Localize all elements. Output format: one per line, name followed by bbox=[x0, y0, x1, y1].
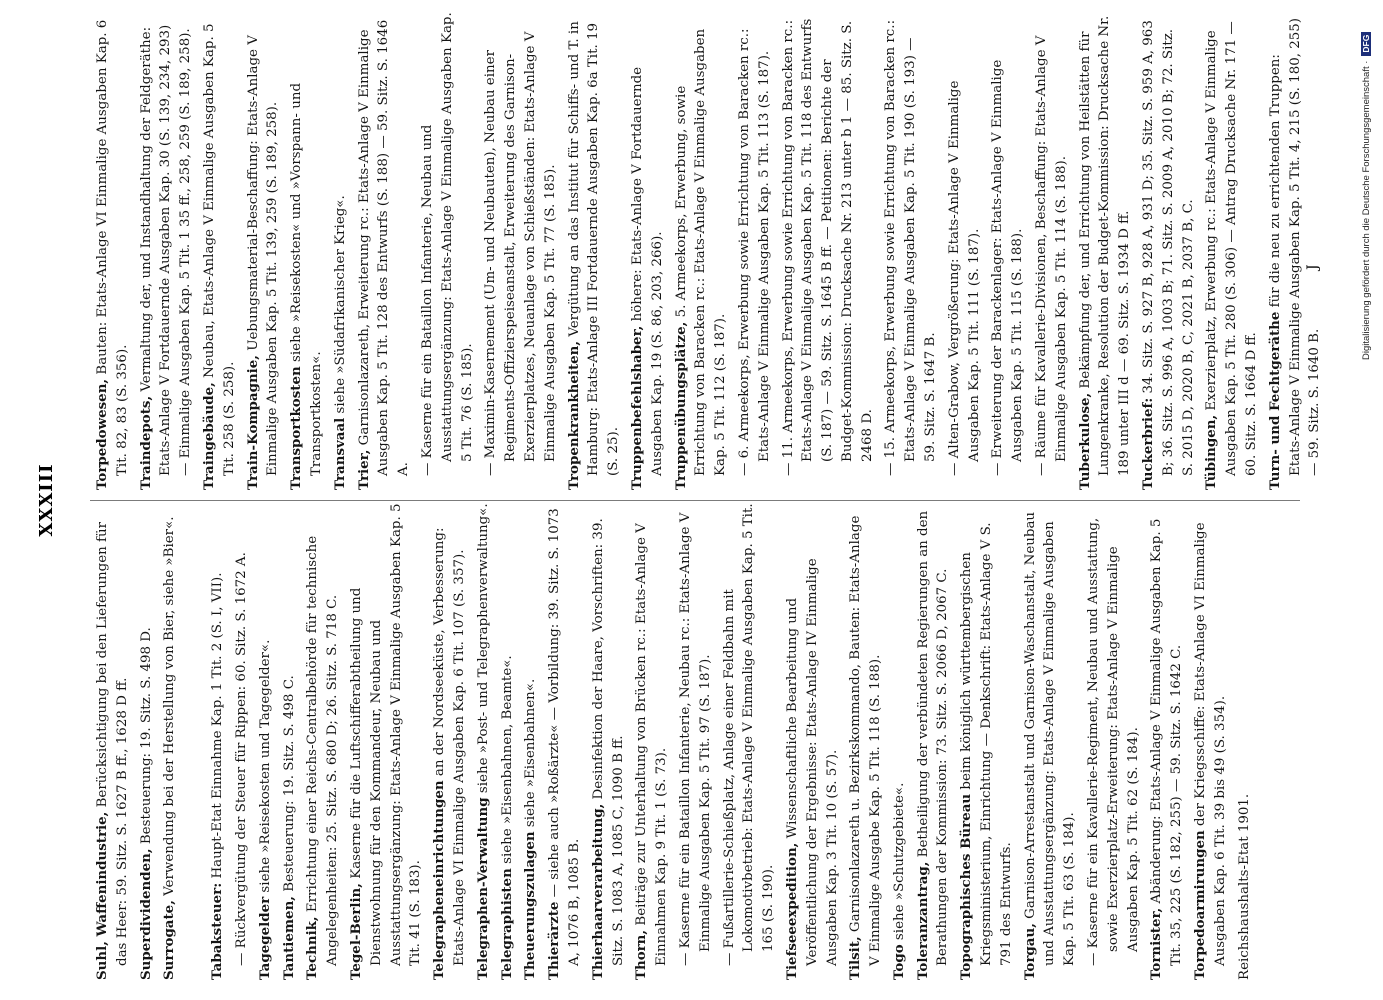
entry-keyword: Traindepots, bbox=[137, 395, 154, 490]
entry-keyword: Telegraphisten bbox=[498, 868, 515, 980]
entry-text: — siehe auch »Roßärzte« — Vorbildung: 39. Sitz. S. 1073 A, 1076 B, 1085 B. bbox=[547, 508, 582, 966]
entry-keyword: Surrogate, bbox=[161, 900, 178, 980]
entry-keyword: Torgau, bbox=[1021, 923, 1038, 980]
entry-text: 11. Armeekorps, Erwerbung sowie Errichtung von Baracken rc.: Etats-Anlage V Einmalige Ausgaben Kap. 5 Tit. 118 des Entwurfs (S. 187) — 59. Sitz. S. 1645 B ff. — Petitionen: Berichte der Budget-Kommission: Drucksache Nr. 213 unter b 1 — 85. Sitz. S. 2468 D. bbox=[780, 18, 875, 462]
entry-keyword: Technik, bbox=[304, 916, 321, 980]
entry-keyword: Traingebäude, bbox=[200, 382, 217, 490]
entry-text: Vermaltung der, und Instandhaltung der Feldgeräthe: Etats-Anlage V Fortdauernde Ausgaben Kap. 30 (S. 139, 234, 293) — Einmalige Ausgaben Kap. 5 Tit. 1 35 ff., 258, 259 (S. 189, 258). bbox=[138, 24, 194, 476]
entry-text: 6. Armeekorps, Erwerbung sowie Errichtung von Baracken rc.: Etats-Anlage V Einmalige Ausgaben Kap. 5 Tit. 113 (S. 187). bbox=[736, 28, 772, 462]
entry-keyword: Thierärzte bbox=[546, 901, 563, 980]
entry-text: 15. Armeekorps, Erwerbung sowie Errichtung von Baracken rc.: Etats-Anlage V Einmalige Ausgaben Kap. 5 Tit. 190 (S. 193) — 59. Sitz. S. 1647 B. bbox=[883, 19, 939, 462]
index-entry bbox=[430, 502, 470, 980]
index-subentry bbox=[779, 12, 878, 490]
index-entry bbox=[914, 502, 954, 980]
index-entry bbox=[303, 502, 343, 980]
entry-keyword: Thierhaarverarbeitung, bbox=[589, 803, 606, 980]
entry-keyword: Telegraphen-Verwaltung bbox=[474, 797, 491, 980]
entry-keyword: Tuberkulose, bbox=[1076, 392, 1093, 490]
entry-keyword: Tiefseeexpedition, bbox=[783, 842, 800, 980]
dfg-logo: DFG bbox=[1361, 32, 1371, 56]
entry-text: Kaserne für ein Kavallerie-Regiment, Neubau und Ausstattung, sowie Exerzierplatz-Erweiterung: Etats-Anlage V Einmalige Ausgaben Kap. 5 Tit. 62 (S. 184). bbox=[1086, 517, 1141, 952]
index-entry bbox=[545, 502, 585, 980]
index-entry bbox=[93, 502, 133, 980]
entry-text: Abänderung: Etats-Anlage V Einmalige Ausgaben Kap. 5 Tit. 35, 225 (S. 182, 255) — 59. Sitz. S. 1642 C. bbox=[1149, 518, 1185, 966]
index-subentry bbox=[988, 12, 1028, 490]
entry-text: Bekämpfung der, und Errichtung von Heilstätten für Lungenkranke, Resolution der Budget-Kommission: Drucksache Nr. 189 unter III d — 69. Sitz. S. 1934 D ff. bbox=[1077, 15, 1133, 476]
entry-keyword: Torpedoarmirungen bbox=[1192, 830, 1209, 980]
entry-keyword: Telegrapheneinrichtungen bbox=[431, 780, 448, 980]
entry-keyword: Tropenkrankheiten, bbox=[565, 340, 582, 490]
entry-text: Erweiterung der Barackenlager: Etats-Anlage V Einmalige Ausgaben Kap. 5 Tit. 115 (S. 188). bbox=[990, 59, 1026, 462]
entry-keyword: Toleranzantrag, bbox=[914, 861, 931, 980]
entry-text: 34. Sitz. S. 927 B, 928 A, 931 D; 35. Sitz. S. 959 A, 963 B; 36. Sitz. S. 996 A, 1003 B; 71. Sitz. S. 2009 A, 2010 B; 72. Sitz. S. 2015 D, 2020 B, C, 2021 B, 2037 B, C. bbox=[1141, 20, 1196, 476]
credit-text: Digitalisierung gefördert durch die Deutsche Forschungsgemeinschaft · bbox=[1361, 60, 1372, 360]
entry-text: Garnisonlazareth u. Bezirkskommando, Bauten: Etats-Anlage V Einmalige Ausgabe Kap. 5 Tit. 118 (S. 188). bbox=[848, 515, 884, 966]
entry-text: Verwendung bei der Herstellung von Bier, siehe »Bier«. bbox=[162, 516, 178, 901]
entry-text: siehe »Eisenbahnen«. bbox=[523, 678, 539, 832]
index-entry bbox=[160, 502, 180, 980]
index-entry bbox=[208, 502, 228, 980]
index-subentry bbox=[676, 502, 716, 980]
entry-keyword: Tabaksteuer: bbox=[209, 882, 226, 980]
entry-text: Fußartillerie-Schießplatz, Anlage einer Feldbahn mit Lokomotivbetrieb: Etats-Anlage V Einmalige Ausgaben Kap. 5 Tit. 165 (S. 190). bbox=[721, 503, 777, 952]
entry-text: Errichtung einer Reichs-Centralbehörde für technische Angelegenheiten: 25. Sitz. S. 680 D; 26. Sitz. S. 718 C. bbox=[305, 535, 341, 966]
index-entry bbox=[957, 502, 1016, 980]
entry-text: Kaserne für die Luftschifferabtheilung und Dienstwohnung für den Kommandeur, Neubau und Ausstattungsergänzung: Etats-Anlage V Einmalige Ausgaben Kap. 5 Tit. 41 (S. 183). bbox=[348, 503, 424, 966]
entry-text: Betheiligung der verbündeten Regierungen an den Berathungen der Kommission: 73. Sitz. S. 2066 D, 2067 C. bbox=[915, 510, 951, 966]
index-entry bbox=[846, 502, 886, 980]
index-entry bbox=[244, 12, 284, 490]
entry-text: siehe »Post- und Telegraphenverwaltung«. bbox=[475, 503, 491, 798]
entry-keyword: Transvaal bbox=[331, 417, 348, 490]
entry-keyword: Tantiemen, bbox=[280, 896, 297, 980]
entry-text: für die neu zu errichtenden Truppen: Etats-Anlage V Einmalige Ausgaben Kap. 5 Tit. 4, 215 (S. 180, 255) — 59. Sitz. S. 1640 B. bbox=[1267, 17, 1323, 476]
index-entry bbox=[1191, 502, 1231, 980]
entry-keyword: Thorn, bbox=[633, 929, 650, 980]
entry-text: Neubau, Etats-Anlage V Einmalige Ausgaben Kap. 5 Tit. 258 (S. 258). bbox=[201, 23, 237, 476]
right-column bbox=[93, 12, 1329, 490]
entry-text: beim königlich württembergischen Kriegsministerium, Einrichtung — Denkschrift: Etats-Anlage V S. 791 des Entwurfs. bbox=[959, 522, 1014, 966]
index-entry bbox=[1235, 502, 1255, 980]
index-entry bbox=[1139, 12, 1198, 490]
entry-text: Rückvergütung der Steuer für Rippen: 60. Sitz. S. 1672 A. bbox=[233, 552, 249, 949]
entry-keyword: Transportkosten bbox=[288, 366, 305, 490]
entry-text: Wissenschaftliche Bearbeitung und Veröffentlichung der Ergebnisse: Etats-Anlage IV Einmalige Ausgaben Kap. 3 Tit. 10 (S. 57). bbox=[784, 558, 840, 966]
index-entry bbox=[347, 502, 426, 980]
page-number: XXXIII bbox=[36, 463, 57, 537]
entry-text: Kaserne für ein Bataillon Infanterie, Neubau und Ausstattungsergänzung: Etats-Anlage V Einmalige Ausgaben Kap. 5 Tit. 76 (S. 185). bbox=[419, 12, 475, 462]
entry-text: Bauten: Etats-Anlage VI Einmalige Ausgaben Kap. 6 Tit. 82, 83 (S. 356). bbox=[95, 19, 130, 476]
entry-text: Desinfektion der Haare, Vorschriften: 39. Sitz. S. 1083 A, 1085 C, 1090 B ff. bbox=[590, 518, 626, 966]
index-entry bbox=[521, 502, 541, 980]
entry-text: Besteuerung: 19. Sitz. S. 498 C. bbox=[281, 675, 297, 897]
left-column bbox=[93, 502, 1258, 980]
index-entry bbox=[1021, 502, 1080, 980]
entry-text: siehe »Eisenbahnen, Beamte«. bbox=[499, 655, 515, 869]
entry-text: Kaserne für ein Bataillon Infanterie, Neubau rc.: Etats-Anlage V Einmalige Ausgaben Kap. 5 Tit. 97 (S. 187). bbox=[677, 512, 713, 952]
entry-text: an der Nordseeküste, Verbesserung: Etats-Anlage VI Einmalige Ausgaben Kap. 6 Tit. 107 (S. 357). bbox=[432, 527, 467, 966]
entry-spacer bbox=[184, 502, 208, 980]
entry-keyword: Turn- und Fechtgeräthe bbox=[1266, 311, 1283, 490]
entry-keyword: Truppenübungsplätze, bbox=[672, 321, 689, 490]
entry-text: Vergütung an das Institut für Schiffs- und T. in Hamburg: Etats-Anlage III Fortdauernde Ausgaben Kap. 6a Tit. 19 (S. 25). bbox=[566, 21, 622, 476]
index-entry bbox=[355, 12, 414, 490]
entry-keyword: Torpedowesen, bbox=[94, 378, 110, 490]
entry-keyword: Tegel-Berlin, bbox=[347, 883, 364, 980]
entry-text: siehe »Südafrikanischer Krieg«. bbox=[332, 195, 348, 418]
entry-keyword: Topographisches Büreau bbox=[958, 793, 975, 980]
index-entry bbox=[474, 502, 494, 980]
index-subentry bbox=[945, 12, 985, 490]
entry-keyword: Suhl, Waffenindustrie, bbox=[94, 811, 110, 980]
index-entry bbox=[498, 502, 518, 980]
entry-text: Berücksichtigung bei den Lieferungen für das Heer: 59. Sitz. S. 1627 B ff., 1628 D ff. bbox=[95, 522, 130, 966]
entry-text: höhere: Etats-Anlage V Fortdauernde Ausgaben Kap. 19 (S. 86, 203, 266). bbox=[629, 66, 665, 476]
entry-text: Uebungsmaterial-Beschaffung: Etats-Anlage V Einmalige Ausgaben Kap. 5 Tit. 139, 259 (S. 189, 258). bbox=[245, 35, 281, 476]
index-entry bbox=[331, 12, 351, 490]
index-entry bbox=[1266, 12, 1325, 490]
entry-keyword: Tübingen, bbox=[1203, 414, 1220, 490]
entry-text: Räume für Kavallerie-Divisionen, Beschaffung: Etats-Anlage V Einmalige Ausgaben Kap. 5 Tit. 114 (S. 188). bbox=[1034, 35, 1069, 462]
index-subentry bbox=[881, 12, 940, 490]
index-entry bbox=[93, 12, 133, 490]
index-entry bbox=[137, 12, 196, 490]
index-entry bbox=[137, 502, 157, 980]
entry-text: Beiträge zur Unterhaltung von Brücken rc.: Etats-Anlage V Einnahmen Kap. 9 Tit. 1 (S. 73). bbox=[634, 523, 670, 966]
index-entry bbox=[672, 12, 731, 490]
printer-signature: J bbox=[1305, 264, 1321, 270]
index-subentry bbox=[418, 12, 477, 490]
index-entry bbox=[783, 502, 842, 980]
index-entry bbox=[287, 12, 327, 490]
entry-text: Alten-Grabow, Vergrößerung: Etats-Anlage V Einmalige Ausgaben Kap. 5 Tit. 111 (S. 187). bbox=[946, 80, 982, 462]
entry-text: siehe »Reisekosten« und »Vorspann- und Transportkosten«. bbox=[289, 82, 324, 476]
entry-text: Besteuerung: 19. Sitz. S. 498 D. bbox=[138, 627, 154, 849]
entry-text: siehe »Reisekosten und Tagegelder«. bbox=[257, 639, 273, 897]
index-subentry bbox=[232, 502, 252, 980]
index-entry bbox=[565, 12, 624, 490]
index-entry bbox=[256, 502, 276, 980]
entry-keyword: Tuckerbrief: bbox=[1140, 397, 1157, 490]
entry-keyword: Train-Kompagnie, bbox=[244, 355, 261, 490]
column-divider bbox=[90, 500, 1300, 501]
entry-text: Haupt-Etat Einnahme Kap. 1 Tit. 2 (S. I, VII). bbox=[210, 572, 226, 883]
entry-keyword: Theuerungszulagen bbox=[522, 831, 539, 980]
entry-text: Maximin-Kasernement (Um- und Neubauten), Neubau einer Regiments-Offizierspeiseanstalt, Erweiterung des Garnison-Exerzierplatzes, Neuanlage von Schießständen: Etats-Anlage V Einmalige Ausgaben Kap. 5 Tit. 77 (S. 185). bbox=[483, 31, 558, 462]
entry-keyword: Tilsit, bbox=[847, 936, 864, 980]
index-entry bbox=[1147, 502, 1187, 980]
entry-text: 5. Armeekorps, Erwerbung, sowie Errichtung von Baracken rc.: Etats-Anlage V Einmalige Ausgaben Kap. 5 Tit. 112 (S. 187). bbox=[673, 28, 729, 476]
index-subentry bbox=[720, 502, 779, 980]
index-subentry bbox=[1084, 502, 1143, 980]
entry-text: Garnison-Arrestanstalt und Garnison-Waschanstalt, Neubau und Ausstattungsergänzung: Etats-Anlage V Einmalige Ausgaben Kap. 5 Tit. 63 (S. 184). bbox=[1022, 511, 1078, 966]
entry-keyword: Tornister, bbox=[1148, 907, 1165, 980]
index-subentry bbox=[735, 12, 775, 490]
entry-text: der Kriegsschiffe: Etats-Anlage VI Einmalige Ausgaben Kap. 6 Tit. 39 bis 49 (S. 354). bbox=[1193, 522, 1228, 966]
index-entry bbox=[589, 502, 629, 980]
entry-keyword: Trier, bbox=[355, 449, 372, 490]
entry-keyword: Tagegelder bbox=[256, 896, 273, 980]
index-entry bbox=[200, 12, 240, 490]
index-entry bbox=[890, 502, 910, 980]
entry-text: Exerzierplatz, Erwerbung rc.: Etats-Anlage V Einmalige Ausgaben Kap. 5 Tit. 280 (S. 306) — Antrag Drucksache Nr. 171 — 60. Sitz. S. 1664 D ff. bbox=[1204, 21, 1260, 476]
index-entry bbox=[628, 12, 668, 490]
index-subentry bbox=[481, 12, 560, 490]
index-entry bbox=[1202, 12, 1261, 490]
entry-keyword: Superdividenden, bbox=[137, 848, 154, 980]
entry-keyword: Togo bbox=[890, 944, 907, 980]
entry-text: Reichshaushalts-Etat 1901. bbox=[1236, 793, 1252, 980]
index-subentry bbox=[1032, 12, 1072, 490]
index-entry bbox=[280, 502, 300, 980]
entry-text: siehe »Schutzgebiete«. bbox=[891, 782, 907, 945]
entry-keyword: Truppenbefehlshaber, bbox=[628, 325, 645, 490]
index-entry bbox=[632, 502, 672, 980]
index-entry bbox=[1076, 12, 1135, 490]
entry-text: Garnisonlazareth, Erweiterung rc.: Etats-Anlage V Einmalige Ausgaben Kap. 5 Tit. 128 des Entwurfs (S. 188) — 59. Sitz. S. 1646 A. bbox=[356, 19, 412, 476]
digitization-credit bbox=[1361, 32, 1372, 360]
